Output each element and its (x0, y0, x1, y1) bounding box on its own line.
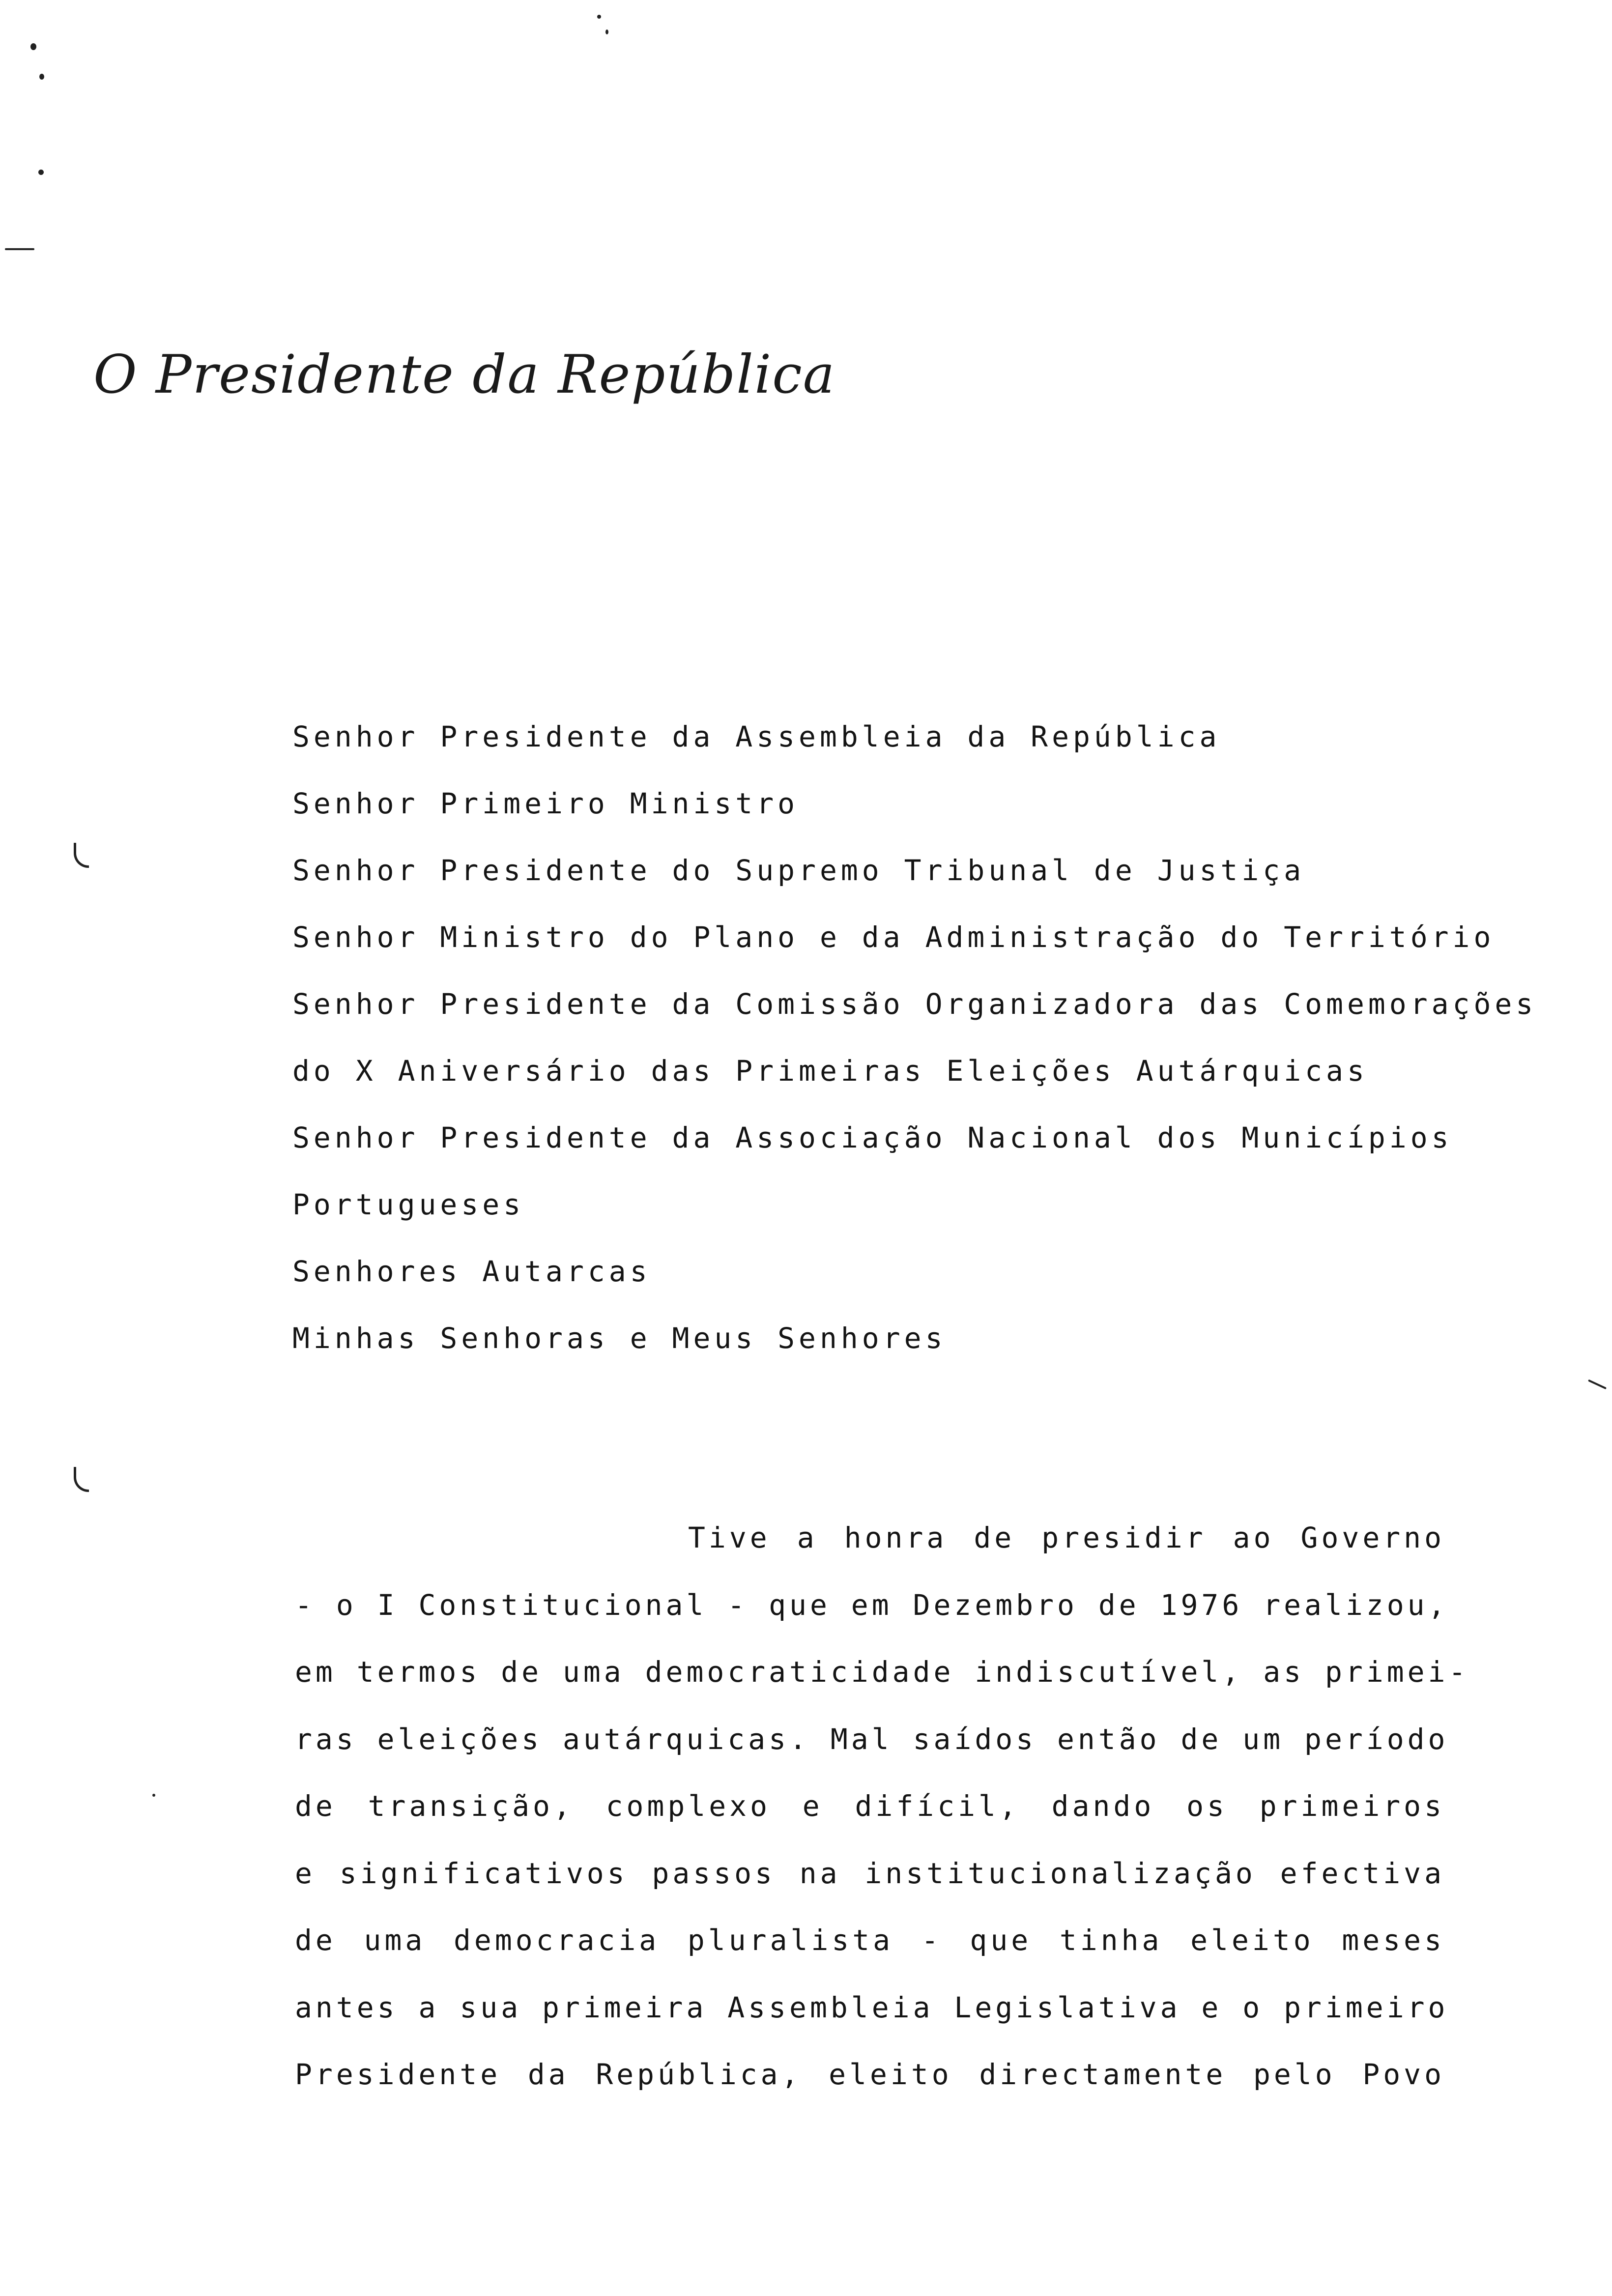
salutation-line: Minhas Senhoras e Meus Senhores (292, 1321, 947, 1355)
scan-speck (39, 74, 44, 80)
salutation-line: Senhor Presidente da Associação Nacional dos Municípios (292, 1121, 1453, 1154)
scan-speck (597, 15, 601, 19)
body-line: ras eleições autárquicas. Mal saídos então de um período (295, 1722, 1449, 1756)
scan-speck (605, 29, 608, 34)
body-paragraph (295, 1516, 1469, 2120)
body-line: em termos de uma democraticidade indiscutível, as primei- (295, 1655, 1469, 1689)
body-line: de transição, complexo e difícil, dando os primeiros (295, 1789, 1445, 1823)
margin-bracket (74, 843, 89, 868)
body-line: antes a sua primeira Assembleia Legislativa e o primeiro (295, 1990, 1449, 2024)
body-line: - o I Constitucional - que em Dezembro de 1976 realizou, (295, 1588, 1449, 1622)
salutation-line: Senhores Autarcas (292, 1255, 651, 1288)
salutation-line: Senhor Presidente do Supremo Tribunal de Justiça (292, 854, 1305, 887)
scan-speck (152, 1794, 155, 1797)
salutation-line: Senhor Primeiro Ministro (292, 787, 799, 820)
scan-speck (30, 43, 36, 50)
salutation-line: do X Aniversário das Primeiras Eleições Autárquicas (292, 1054, 1368, 1088)
margin-bracket (74, 1467, 89, 1492)
body-line: Tive a honra de presidir ao Governo (688, 1521, 1445, 1554)
body-line: de uma democracia pluralista - que tinha eleito meses (295, 1923, 1445, 1957)
salutation-line: Senhor Presidente da Comissão Organizadora das Comemorações (292, 987, 1537, 1021)
scan-mark (5, 248, 34, 250)
salutation-line: Senhor Ministro do Plano e da Administração do Território (292, 920, 1495, 954)
salutation-line: Portugueses (292, 1188, 525, 1221)
scan-speck (38, 170, 44, 175)
salutation-list (292, 715, 1537, 1383)
body-line: Presidente da República, eleito directamente pelo Povo (295, 2058, 1445, 2091)
scan-mark (1588, 1379, 1607, 1390)
letterhead-title: O Presidente da República (93, 344, 836, 405)
body-line: e significativos passos na institucionalização efectiva (295, 1856, 1445, 1890)
salutation-line: Senhor Presidente da Assembleia da República (292, 720, 1221, 753)
